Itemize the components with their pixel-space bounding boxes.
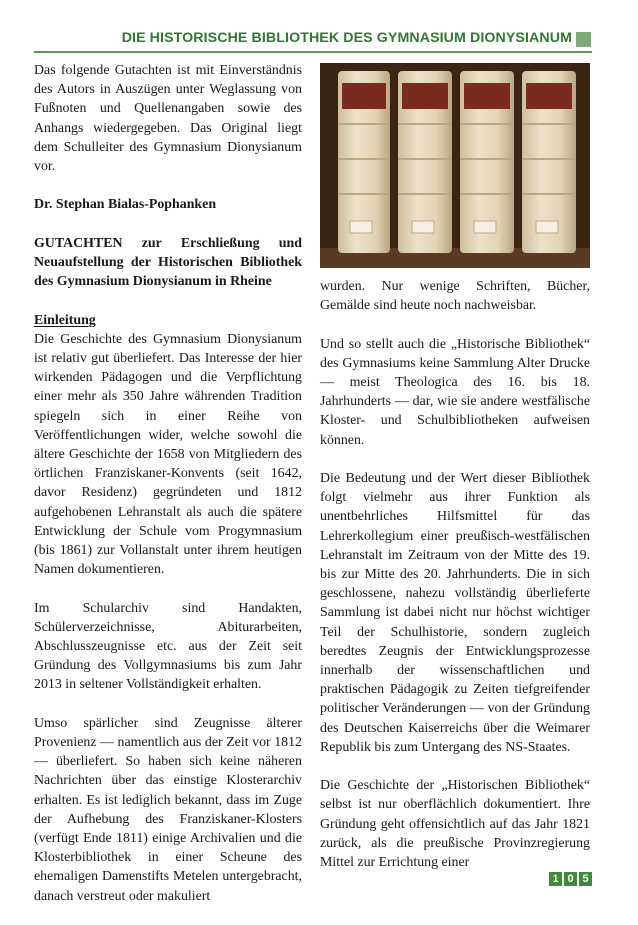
page-number-digit: 1 — [549, 872, 562, 886]
header-square-icon — [576, 32, 591, 47]
running-header: DIE HISTORISCHE BIBLIOTHEK DES GYMNASIUM DIONYSIANUM — [121, 30, 572, 46]
body-paragraph: Im Schularchiv sind Handakten, Schülerverzeichnisse, Abiturarbeiten, Abschlusszeugnisse etc. aus der Zeit seit Gründung des Vollgymnasiums bis zum Jahr 2013 in seltener Vollständigkeit erhalten. — [34, 600, 302, 693]
page-number — [549, 872, 592, 886]
body-paragraph: Die Geschichte der „Historischen Bibliothek“ selbst ist nur oberflächlich dokumentiert. Ihre Gründung geht offensichtlich auf das Jahr 1821 zurück, als die preußische Provinzregierung Mittel zur Errichtung einer — [320, 778, 590, 871]
body-paragraph: Umso spärlicher sind Zeugnisse älterer Provenienz — namentlich aus der Zeit vor 1812 — überliefert. So haben sich keine näheren Nachrichten über das einstige Klosterarchiv erhalten. Es ist lediglich bekannt, dass im Zuge der Aufhebung des Franziskaner-Klosters (verfügt Ende 1811) einige Archivalien und die Klosterbibliothek in einer Scheune des ehemaligen Damenstifts Metelen untergebracht, danach verstreut oder makuliert — [34, 715, 302, 904]
intro-paragraph: Das folgende Gutachten ist mit Einverständnis des Autors in Auszügen unter Weglassung von Fußnoten und Quellenangaben sowie des Anhangs wiedergegeben. Das Original liegt dem Schulleiter des Gymnasium Dionysianum vor. — [34, 63, 302, 175]
author-name: Dr. Stephan Bialas-Pophanken — [34, 197, 217, 213]
book-spines-photo — [320, 63, 590, 268]
page-number-digit: 5 — [579, 872, 592, 886]
left-column — [34, 61, 302, 925]
section-heading: Einleitung — [34, 312, 96, 328]
body-paragraph: wurden. Nur wenige Schriften, Bücher, Gemälde sind heute noch nachweisbar. — [320, 279, 590, 314]
page-number-digit: 0 — [564, 872, 577, 886]
body-paragraph: Die Geschichte des Gymnasium Dionysianum ist relativ gut überliefert. Das Interesse der hier wirkenden Pädagogen und die Verpflichtung einer mehr als 350 Jahre währenden Tradition spiegeln sich in einer Reihe von Veröffentlichungen wider, welche sowohl die ältere Geschichte der 1658 von Mitgliedern des örtlichen Franziskaner-Konvents (seit 1642, davor Residenz) gegründeten und 1812 aufgehobenen Lehranstalt als auch die spätere Entwicklung der Schule vom Progymnasium (bis 1861) zur Vollanstalt unter ihrem heutigen Namen dokumentieren. — [34, 331, 302, 578]
header-rule — [34, 51, 592, 53]
report-title: GUTACHTEN zur Erschließung und Neuaufstellung der Historischen Bibliothek des Gymnasium Dionysianum in Rheine — [34, 235, 302, 290]
right-column — [320, 277, 590, 891]
body-paragraph: Die Bedeutung und der Wert dieser Bibliothek folgt vielmehr aus ihrer Funktion als unentbehrliches Hilfsmittel für das Lehrerkollegium einer preußisch-westfälischen Lehranstalt im Zeitraum von der Mitte des 19. bis zur Mitte des 20. Jahrhunderts. Die in sich geschlossene, nahezu vollständig überlieferte Sammlung ist dabei nicht nur höchst wichtiger Teil der Schulhistorie, sondern zugleich beredtes Zeugnis der Entwicklungsprozesse innerhalb der wissenschaftlichen und praktischen Pädagogik zu Zeiten tiefgreifender politischer Veränderungen — von der Gründung des Deutschen Kaiserreichs über die Weimarer Republik bis zum Untergang des NS-Staates. — [320, 471, 590, 755]
book-spines-illustration — [320, 63, 590, 268]
body-paragraph: Und so stellt auch die „Historische Bibliothek“ des Gymnasiums keine Sammlung Alter Drucke — meist Theologica des 16. bis 18. Jahrhunderts — dar, wie sie andere westfälische Kloster- und Schulbibliotheken aufweisen können. — [320, 336, 590, 448]
